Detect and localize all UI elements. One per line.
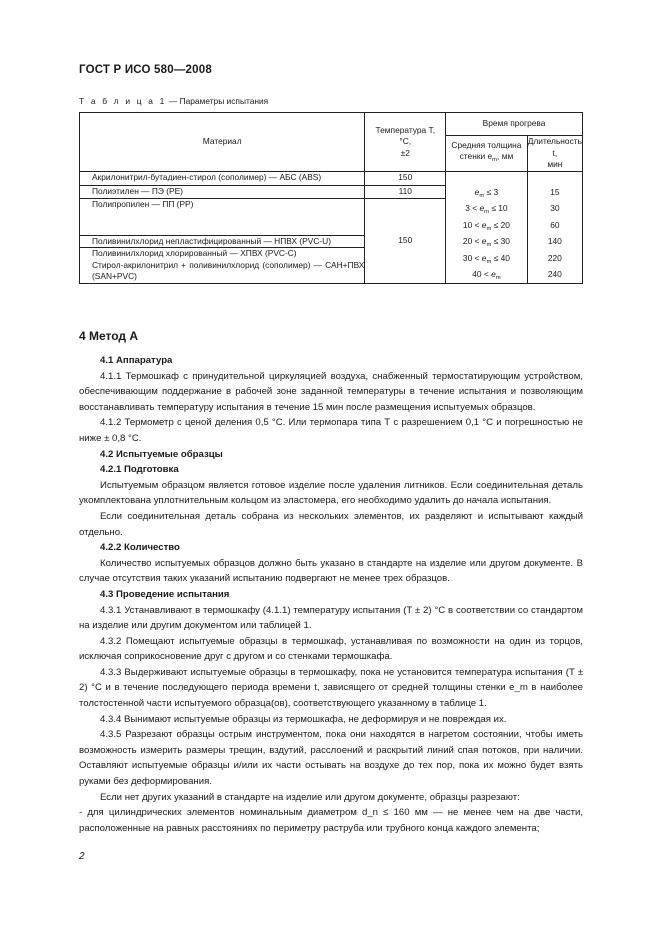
duration-value: 220 [547, 252, 562, 263]
parameters-table [79, 112, 583, 284]
document-header: ГОСТ Р ИСО 580—2008 [79, 64, 212, 76]
header-duration [527, 136, 582, 172]
thickness-range: $20 < e_m \le 30$ [462, 236, 510, 248]
table-row-temperature: 150 [365, 198, 446, 283]
paragraph: Испытуемым образцом является готовое изделие после удаления литников. Если соединительная деталь укомплектована уплотнительным кольцом из эластомера, его необходимо удалить до начала испытания. [79, 479, 583, 507]
header-thickness-line1: Средняя толщина [451, 139, 522, 150]
paragraph: 4.3.3 Выдерживают испытуемые образцы в термошкафу, пока не установится температура испытания (T ± 2) °С и в течение последующего периода времени t, зависящего от средней толщины стенки e_m в наиболее толстостенной части испытуемого образца(ов), соответствующего указанному в таблице 1. [79, 666, 583, 710]
paragraph: 4.1.1 Термошкаф с принудительной циркуляцией воздуха, снабженный термостатирующим устройством, обеспечивающим поддержание в рабочей зоне заданной температуры в течение испытания и позволяющим восстанавливать температуру испытания в течение 15 мин после размещения испытуемых образцов. [79, 370, 583, 413]
page-number: 2 [79, 851, 85, 862]
table-caption [79, 96, 268, 106]
paragraph: 4.3.2 Помещают испытуемые образцы в термошкаф, устанавливая по возможности на один из торцов, исключая соприкосновение друг с другом и со стенками термошкафа. [79, 635, 583, 663]
header-warmup: Время прогрева [446, 113, 583, 136]
paragraph: 4.3.4 Вынимают испытуемые образцы из термошкафа, не деформируя и не повреждая их. [100, 713, 507, 725]
header-temperature [365, 113, 446, 172]
thickness-column [446, 171, 528, 283]
table-row-material: Стирол-акрилонитрил + поливинилхлорид (сополимер) — САН+ПВХ (SAN+PVC) [80, 260, 365, 284]
header-temperature-line2: °C, [399, 136, 412, 146]
header-duration-line1: Длительность t, [527, 136, 582, 158]
duration-value: 30 [550, 203, 560, 213]
duration-value: 240 [547, 269, 562, 279]
thickness-range: $3 < e_m \le 10$ [465, 203, 508, 215]
table-row-temperature: 150 [365, 171, 446, 186]
paragraph: 4.3.5 Разрезают образцы острым инструментом, пока они находятся в нагретом состоянии, чтобы иметь возможность измерить размеры трещин, вздутий, расслоений и раскрытий линий спая потоков, при наличии. Оставляют испытуемые образцы и/или их части остывать на воздухе до тех пор, пока их можно будет взять руками без деформирования. [79, 729, 583, 788]
header-duration-line2: мин [547, 159, 563, 169]
subsection-title: 4.2.1 Подготовка [100, 464, 179, 476]
table-row-temperature: 110 [365, 186, 446, 199]
table-row-material: Поливинилхлорид хлорированный — ХПВХ (PVC-C) [80, 248, 365, 260]
table-row-material: Поливинилхлорид непластифицированный — НПВХ (PVC-U) [80, 235, 365, 248]
thickness-range: $10 < e_m \le 20$ [462, 219, 510, 232]
duration-value: 15 [550, 186, 560, 197]
header-temperature-line3: ±2 [400, 147, 410, 158]
table-caption-label: Т а б л и ц а 1 [79, 96, 167, 106]
duration-column [527, 171, 582, 283]
header-thickness [446, 136, 528, 172]
paragraph: Если нет других указаний в стандарте на изделие или другом документе, образцы разрезают: [100, 791, 520, 803]
header-temperature-line1: Температура T, [375, 124, 436, 135]
duration-value: 60 [550, 219, 560, 230]
thickness-range: $30 < e_m \le 40$ [462, 252, 510, 265]
header-thickness-line2: стенки $e_m$, мм [459, 151, 514, 164]
table-caption-title: — Параметры испытания [168, 96, 269, 106]
thickness-range: $40 < e_m$ [472, 269, 501, 281]
subsection-title: 4.2 Испытуемые образцы [100, 448, 223, 460]
table-row-material: Полипропилен — ПП (PP) [80, 198, 365, 235]
section-title: 4 Метод А [79, 329, 139, 343]
paragraph: Если соединительная деталь собрана из нескольких элементов, их разделяют и испытывают каждый отдельно. [79, 510, 583, 538]
table-row-material: Акрилонитрил-бутадиен-стирол (сополимер) — АБС (ABS) [80, 171, 365, 186]
thickness-range: $e_m \le 3$ [474, 186, 499, 199]
subsection-title: 4.1 Аппаратура [100, 355, 173, 366]
subsection-title: 4.2.2 Количество [100, 542, 180, 554]
list-item: - для цилиндрических элементов номинальным диаметром d_n ≤ 160 мм — не менее чем на две части, расположенные на равных расстояниях по периметру раструба или трубного конца каждого элемента; [79, 807, 583, 834]
duration-value: 140 [547, 236, 562, 246]
paragraph: 4.1.2 Термометр с ценой деления 0,5 °С. Или термопара типа Т с разрешением 0,1 °С и погрешностью не ниже ± 0,8 °С. [79, 417, 583, 444]
body-text [79, 326, 583, 836]
table-row-material: Полиэтилен — ПЭ (PE) [80, 186, 365, 199]
paragraph: Количество испытуемых образцов должно быть указано в стандарте на изделие или другом документе. В случае отсутствия таких указаний испытанию подвергают не менее трех образцов. [79, 557, 583, 585]
header-material: Материал [80, 113, 365, 172]
paragraph: 4.3.1 Устанавливают в термошкафу (4.1.1) температуру испытания (T ± 2) °С в соответствии со стандартом на изделие или другим документом или таблицей 1. [79, 604, 583, 632]
subsection-title: 4.3 Проведение испытания [100, 588, 230, 600]
